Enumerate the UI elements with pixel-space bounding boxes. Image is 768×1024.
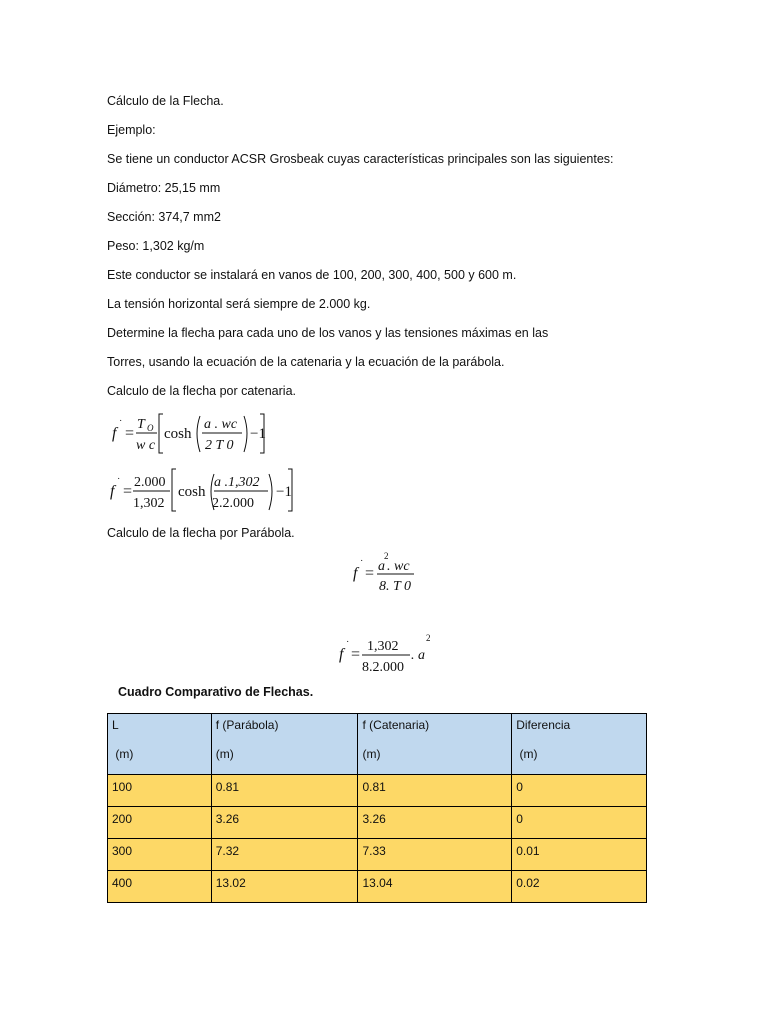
svg-text:w c: w c [136, 438, 156, 453]
svg-text:−1: −1 [250, 426, 266, 442]
header-cell-l: L (m) [108, 714, 212, 775]
cell-parabola: 3.26 [211, 807, 358, 839]
equation-catenaria-general [108, 407, 278, 462]
svg-text:2.2.000: 2.2.000 [212, 496, 254, 511]
svg-text:cosh: cosh [178, 484, 206, 500]
equation-parabola-general [350, 550, 430, 601]
cell-diferencia: 0.01 [512, 839, 647, 871]
header-cell-parabola: f (Parábola) (m) [211, 714, 358, 775]
svg-text:a .1,302: a .1,302 [214, 475, 260, 490]
svg-text:2: 2 [426, 633, 431, 643]
svg-text:T: T [137, 417, 145, 432]
svg-text:a: a [378, 559, 385, 574]
svg-text:=: = [351, 646, 361, 663]
cell-parabola: 7.32 [211, 839, 358, 871]
svg-text:f: f [353, 565, 358, 582]
problem-statement: Se tiene un conductor ACSR Grosbeak cuyas características principales son las siguientes: [107, 152, 614, 166]
cell-catenaria: 3.26 [358, 807, 512, 839]
svg-text:f: f [112, 425, 117, 442]
svg-text:=: = [125, 425, 135, 442]
svg-text:a . wc: a . wc [204, 417, 238, 432]
svg-text:2 T 0: 2 T 0 [205, 438, 234, 453]
svg-text:8. T 0: 8. T 0 [379, 579, 412, 594]
task-line-2: Torres, usando la ecuación de la catenaria y la ecuación de la parábola. [107, 355, 505, 369]
table-row [108, 775, 647, 807]
cell-diferencia: 0.02 [512, 871, 647, 903]
parabola-heading: Calculo de la flecha por Parábola. [107, 526, 295, 540]
comparison-table [107, 713, 647, 903]
svg-text:−1: −1 [276, 484, 292, 500]
doc-title: Cálculo de la Flecha. [107, 94, 224, 108]
cell-l: 300 [108, 839, 212, 871]
svg-text:O: O [147, 423, 154, 433]
svg-text:f: f [339, 646, 344, 663]
diameter-line: Diámetro: 25,15 mm [107, 181, 221, 195]
cell-l: 400 [108, 871, 212, 903]
cell-parabola: 0.81 [211, 775, 358, 807]
svg-text:1,302: 1,302 [367, 639, 399, 654]
svg-text:˙: ˙ [360, 559, 364, 570]
cell-l: 100 [108, 775, 212, 807]
svg-text:f: f [110, 483, 115, 500]
tension-line: La tensión horizontal será siempre de 2.000 kg. [107, 297, 371, 311]
example-label: Ejemplo: [107, 123, 156, 137]
cell-catenaria: 13.04 [358, 871, 512, 903]
cell-parabola: 13.02 [211, 871, 358, 903]
svg-text:=: = [365, 565, 375, 582]
table-row [108, 839, 647, 871]
catenaria-heading: Calculo de la flecha por catenaria. [107, 384, 297, 398]
table-header-row [108, 714, 647, 775]
header-cell-catenaria: f (Catenaria) (m) [358, 714, 512, 775]
task-line-1: Determine la flecha para cada uno de los vanos y las tensiones máximas en las [107, 326, 549, 340]
svg-text:˙: ˙ [346, 640, 350, 651]
spans-line: Este conductor se instalará en vanos de 100, 200, 300, 400, 500 y 600 m. [107, 268, 517, 282]
svg-text:. a: . a [411, 648, 425, 663]
svg-text:8.2.000: 8.2.000 [362, 660, 404, 675]
weight-line: Peso: 1,302 kg/m [107, 239, 205, 253]
equation-parabola-numeric [336, 628, 446, 683]
svg-text:. wc: . wc [387, 559, 410, 574]
table-row [108, 807, 647, 839]
cell-diferencia: 0 [512, 775, 647, 807]
header-cell-diferencia: Diferencia (m) [512, 714, 647, 775]
equation-catenaria-numeric [106, 465, 306, 520]
cell-catenaria: 0.81 [358, 775, 512, 807]
section-line: Sección: 374,7 mm2 [107, 210, 221, 224]
svg-text:2.000: 2.000 [134, 475, 166, 490]
table-caption: Cuadro Comparativo de Flechas. [118, 685, 314, 699]
cell-l: 200 [108, 807, 212, 839]
svg-text:cosh: cosh [164, 426, 192, 442]
table-row [108, 871, 647, 903]
svg-text:˙: ˙ [117, 477, 121, 488]
svg-text:1,302: 1,302 [133, 496, 165, 511]
cell-catenaria: 7.33 [358, 839, 512, 871]
svg-text:=: = [123, 483, 133, 500]
svg-text:˙: ˙ [119, 419, 123, 430]
cell-diferencia: 0 [512, 807, 647, 839]
svg-text:2: 2 [384, 551, 389, 561]
